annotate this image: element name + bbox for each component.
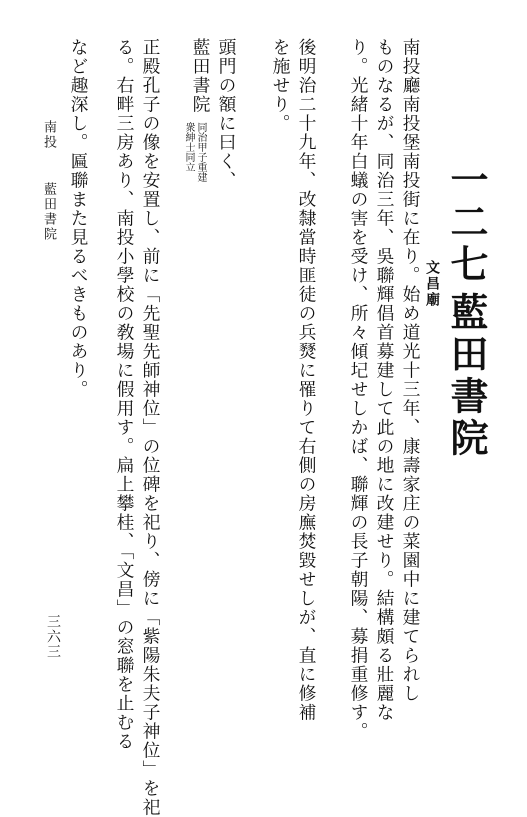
body-column-6: 頭門の額に曰く、 <box>216 38 237 190</box>
plaque-note-2: 衆紳士同立 <box>183 122 194 172</box>
plaque-note-1: 同治甲子重建 <box>195 122 206 182</box>
entry-subtitle: 文昌廟 <box>424 260 440 308</box>
entry-number: 一二七 <box>444 160 489 286</box>
body-column-2: ものなるが、同治三年、吳聯輝倡首募建して此の地に改建せり。結構頗る壯麗な <box>374 38 395 722</box>
entry-title: 藍田書院 <box>444 292 489 460</box>
body-column-3: り。光緒十年白蟻の害を受け、所々傾圮せしかば、聯輝の長子朝陽、募捐重修す。 <box>348 38 369 741</box>
body-column-4: 後明治二十九年、改隸當時匪徒の兵燹に罹りて右側の房廡焚毀せしが、直に修補 <box>296 38 317 722</box>
body-column-5: を施せり。 <box>270 38 291 133</box>
page-number: 三六三 <box>45 614 61 659</box>
body-column-7: 正殿孔子の像を安置し、前に「先聖先師神位」の位碑を祀り、傍に「紫陽朱夫子神位」を祀 <box>140 38 161 817</box>
caption-region: 南投 <box>41 120 56 150</box>
plaque-quote: 藍田書院 <box>190 38 211 114</box>
body-column-9: など趣深し。匾聯また見るべきものあり。 <box>68 38 89 399</box>
body-column-8: る。右畔三房あり、南投小學校の敎場に假用す。扁上攀桂、「文昌」の窓聯を止むる <box>114 38 135 751</box>
body-column-1: 南投廳南投堡南投街に在り。始め道光十三年、康壽家庄の菜園中に建てられし <box>400 38 421 703</box>
caption-title: 藍田書院 <box>41 182 56 242</box>
